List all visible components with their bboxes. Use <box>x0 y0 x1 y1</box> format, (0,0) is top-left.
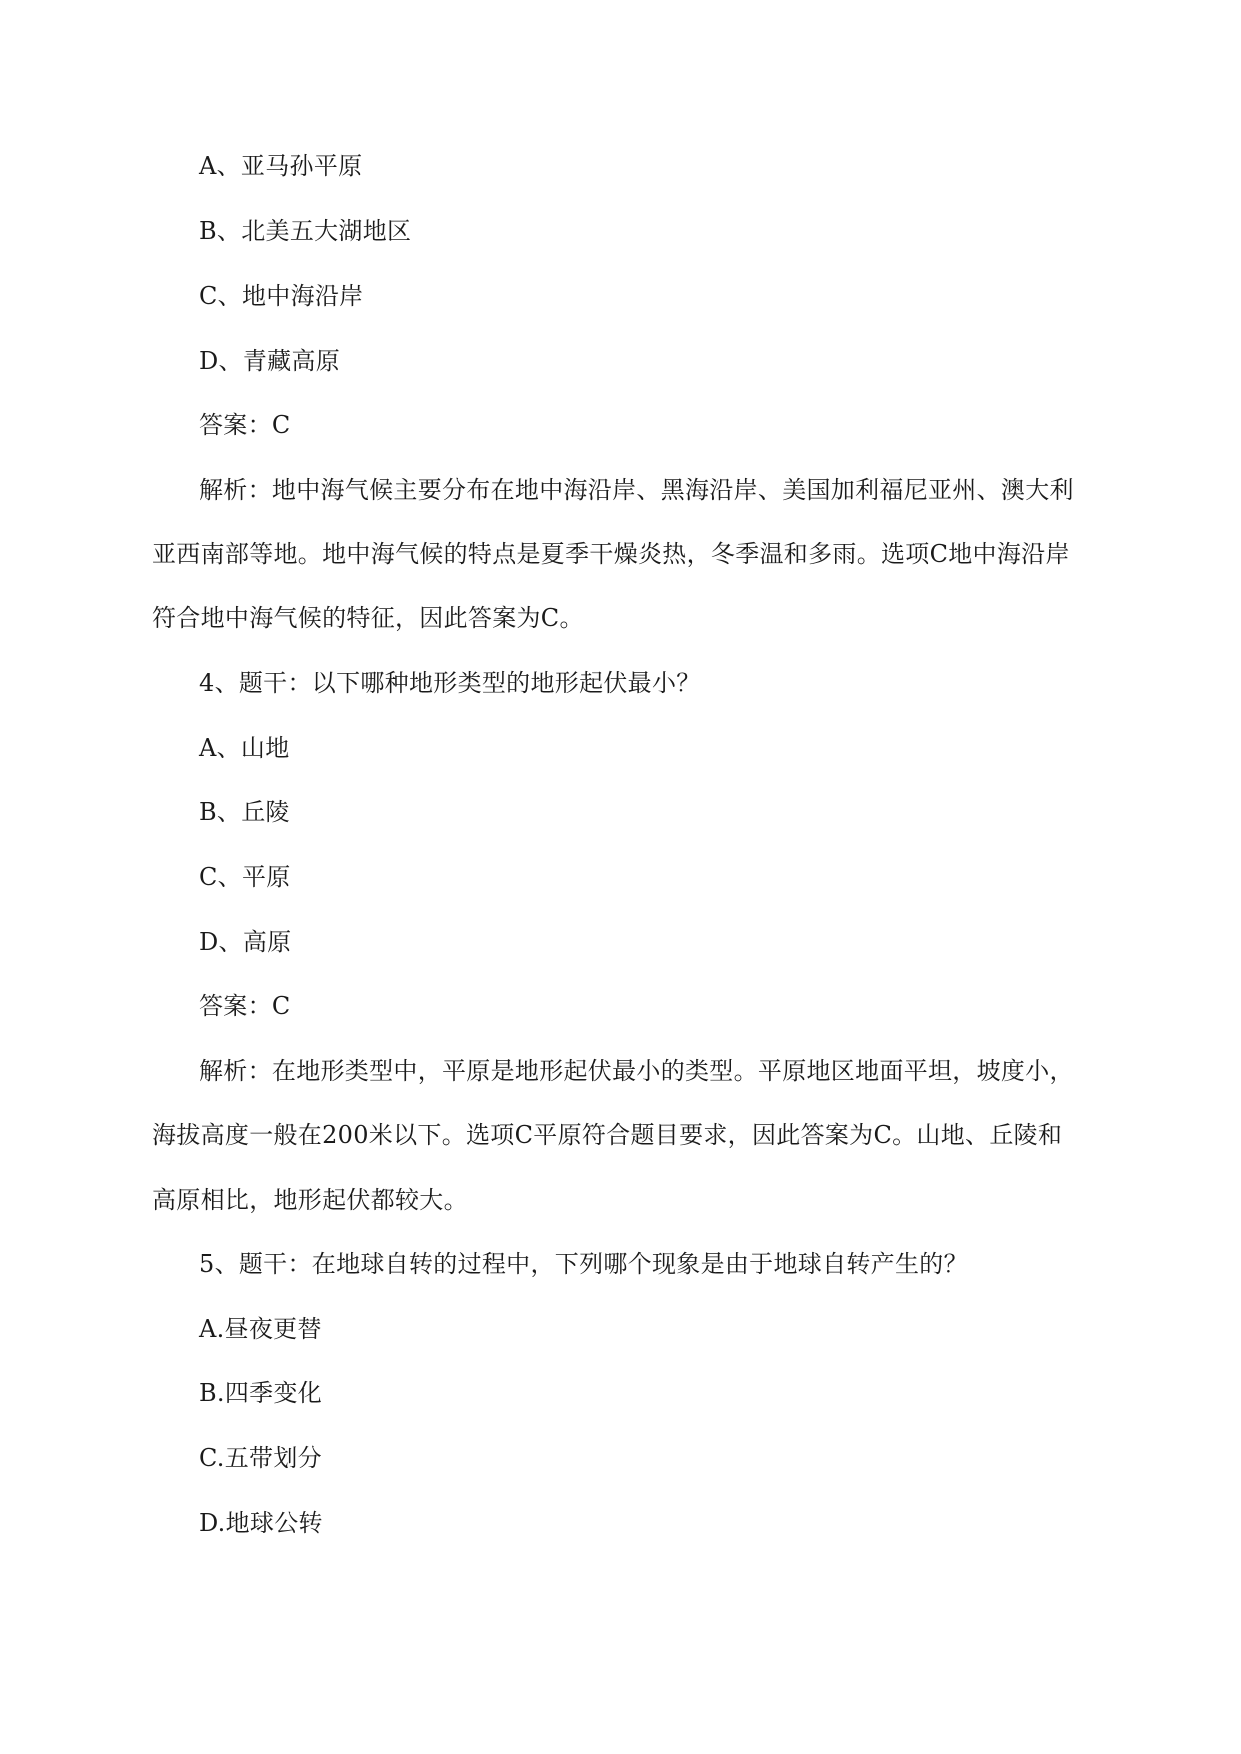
q4-analysis-line-1: 解析：在地形类型中，平原是地形起伏最小的类型。平原地区地面平坦，坡度小， <box>199 1057 1074 1085</box>
q4-analysis-line-2: 海拔高度一般在200米以下。选项C平原符合题目要求，因此答案为C。山地、丘陵和 <box>152 1121 1063 1149</box>
q4-option-c: C、平原 <box>199 863 291 891</box>
q5-option-d: D.地球公转 <box>199 1509 323 1537</box>
q3-answer: 答案：C <box>199 411 291 439</box>
q3-analysis-line-3: 符合地中海气候的特征，因此答案为C。 <box>152 604 584 632</box>
q4-option-a: A、山地 <box>199 734 290 762</box>
q3-option-a: A、亚马孙平原 <box>199 152 363 180</box>
q3-analysis-line-1: 解析：地中海气候主要分布在地中海沿岸、黑海沿岸、美国加利福尼亚州、澳大利 <box>199 476 1074 504</box>
q4-analysis-line-3: 高原相比，地形起伏都较大。 <box>152 1186 468 1214</box>
q5-option-a: A.昼夜更替 <box>199 1315 322 1343</box>
q5-option-b: B.四季变化 <box>199 1379 323 1407</box>
q3-option-d: D、青藏高原 <box>199 347 341 375</box>
q4-stem: 4、题干：以下哪种地形类型的地形起伏最小？ <box>199 669 701 697</box>
q3-analysis-line-2: 亚西南部等地。地中海气候的特点是夏季干燥炎热，冬季温和多雨。选项C地中海沿岸 <box>152 540 1070 568</box>
q4-answer: 答案：C <box>199 992 291 1020</box>
q4-option-b: B、丘陵 <box>199 798 290 826</box>
q3-option-b: B、北美五大湖地区 <box>199 217 412 245</box>
q5-stem: 5、题干：在地球自转的过程中，下列哪个现象是由于地球自转产生的？ <box>199 1250 968 1278</box>
q5-option-c: C.五带划分 <box>199 1444 322 1472</box>
q3-option-c: C、地中海沿岸 <box>199 282 364 310</box>
q4-option-d: D、高原 <box>199 928 292 956</box>
